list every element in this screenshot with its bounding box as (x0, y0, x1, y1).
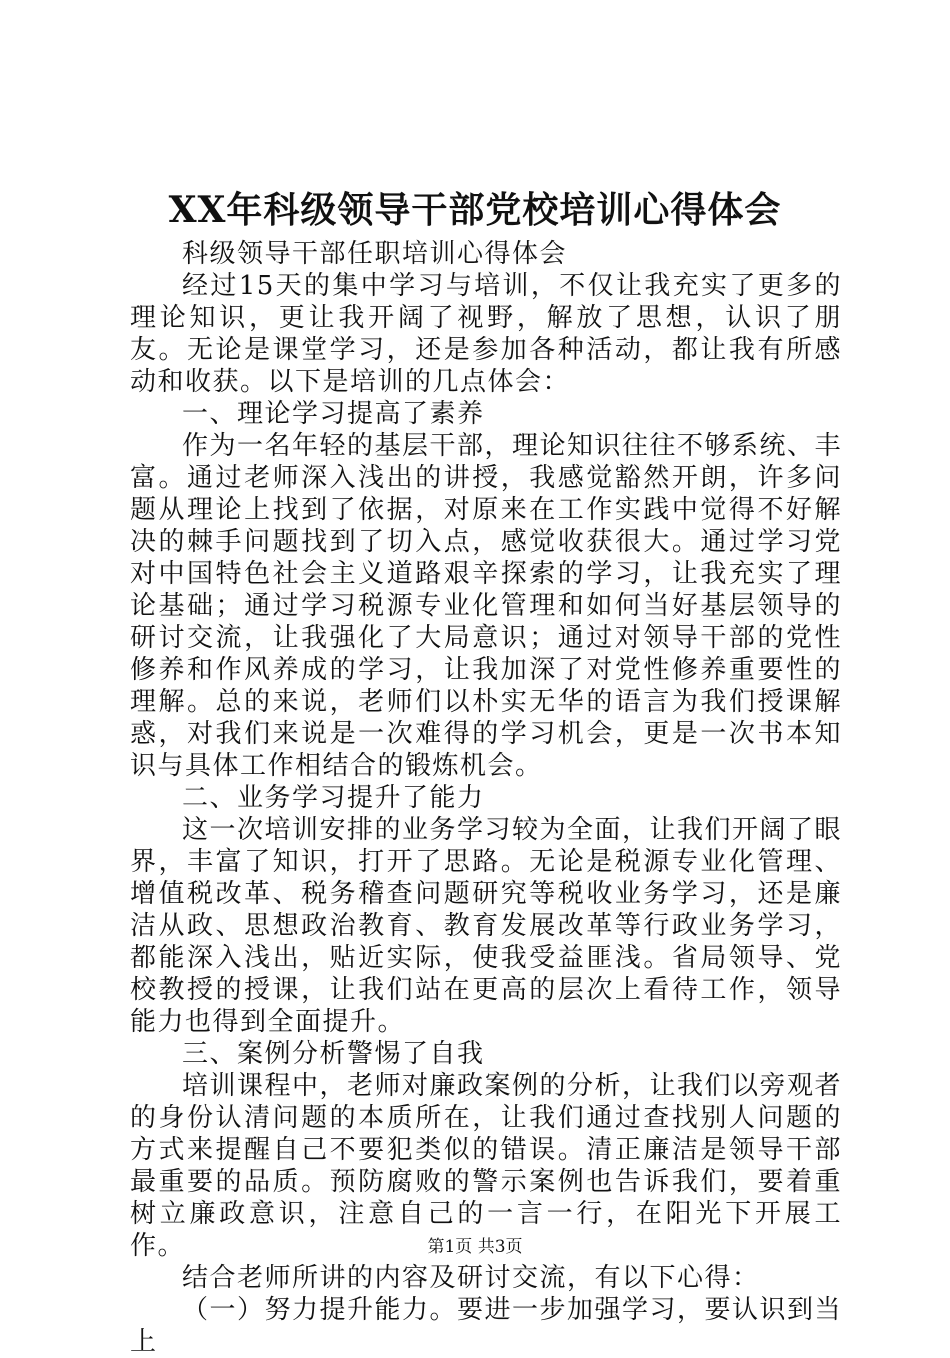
paragraph: 经过15天的集中学习与培训，不仅让我充实了更多的理论知识，更让我开阔了视野，解放了思想，认识了朋友。无论是课堂学习，还是参加各种活动，都让我有所感动和收获。以下是培训的几点体会： (130, 271, 842, 397)
section-heading: 三、案例分析警惕了自我 (182, 1039, 485, 1069)
paragraph: 培训课程中，老师对廉政案例的分析，让我们以旁观者的身份认清问题的本质所在，让我们通过查找别人问题的方式来提醒自己不要犯类似的错误。清正廉洁是领导干部最重要的品质。预防腐败的警示案例也告诉我们，要着重树立廉政意识，注意自己的一言一行，在阳光下开展工作。 (130, 1071, 843, 1261)
paragraph: 结合老师所讲的内容及研讨交流，有以下心得： (182, 1263, 760, 1293)
paragraph: 科级领导干部任职培训心得体会 (182, 239, 568, 269)
document-title: XX年科级领导干部党校培训心得体会 (168, 189, 782, 231)
paragraph: 作为一名年轻的基层干部，理论知识往往不够系统、丰富。通过老师深入浅出的讲授，我感觉豁然开朗，许多问题从理论上找到了依据，对原来在工作实践中觉得不好解决的棘手问题找到了切入点，感觉收获很大。通过学习党对中国特色社会主义道路艰辛探索的学习，让我充实了理论基础；通过学习税源专业化管理和如何当好基层领导的研讨交流，让我强化了大局意识；通过对领导干部的党性修养和作风养成的学习，让我加深了对党性修养重要性的理解。总的来说，老师们以朴实无华的语言为我们授课解惑，对我们来说是一次难得的学习机会，更是一次书本知识与具体工作相结合的锻炼机会。 (130, 431, 843, 781)
document-body (130, 238, 842, 1358)
paragraph: 这一次培训安排的业务学习较为全面，让我们开阔了眼界，丰富了知识，打开了思路。无论是税源专业化管理、增值税改革、税务稽查问题研究等税收业务学习，还是廉洁从政、思想政治教育、教育发展改革等行政业务学习，都能深入浅出，贴近实际，使我受益匪浅。省局领导、党校教授的授课，让我们站在更高的层次上看待工作，领导能力也得到全面提升。 (130, 815, 843, 1037)
section-heading: 二、业务学习提升了能力 (182, 783, 485, 813)
section-heading: 一、理论学习提高了素养 (182, 399, 485, 429)
page-number-footer: 第1页 共3页 (427, 1237, 523, 1257)
paragraph: （一）努力提升能力。要进一步加强学习，要认识到当上 (130, 1295, 843, 1357)
